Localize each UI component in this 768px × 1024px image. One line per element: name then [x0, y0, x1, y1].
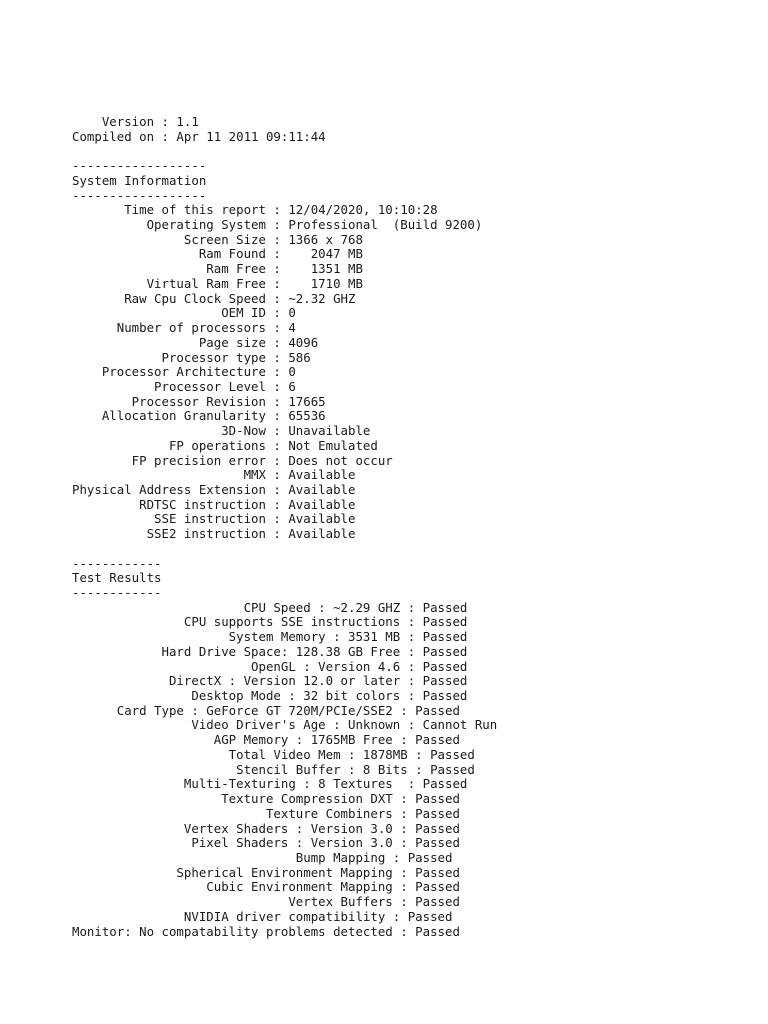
report-line: RDTSC instruction : Available [72, 496, 356, 512]
report-line: 3D-Now : Unavailable [72, 423, 371, 439]
report-line: ------------ [72, 585, 162, 600]
report-line: CPU Speed : ~2.29 GHZ : Passed [72, 599, 468, 615]
report-line: Texture Combiners : Passed [72, 805, 460, 821]
report-line: SSE instruction : Available [72, 511, 356, 527]
report-text [72, 115, 497, 939]
report-line: Monitor: No compatability problems detected : Passed [72, 923, 460, 939]
report-line: NVIDIA driver compatibility : Passed [72, 908, 453, 924]
report-line: DirectX : Version 12.0 or later : Passed [72, 673, 468, 689]
report-line: Compiled on : Apr 11 2011 09:11:44 [72, 128, 326, 144]
report-line [72, 542, 497, 557]
report-line: Video Driver's Age : Unknown : Cannot Run [72, 717, 498, 733]
report-line [72, 144, 497, 159]
report-line: Cubic Environment Mapping : Passed [72, 879, 460, 895]
report-line: Bump Mapping : Passed [72, 849, 453, 865]
report-line: Total Video Mem : 1878MB : Passed [72, 746, 475, 762]
report-line: Desktop Mode : 32 bit colors : Passed [72, 688, 468, 704]
report-line: Processor Level : 6 [72, 378, 296, 394]
report-line: Hard Drive Space: 128.38 GB Free : Passed [72, 643, 468, 659]
report-line: Stencil Buffer : 8 Bits : Passed [72, 761, 475, 777]
report-line: Ram Found : 2047 MB [72, 246, 363, 262]
report-line: Processor Revision : 17665 [72, 393, 326, 409]
report-line: System Information [72, 172, 207, 188]
report-line: ------------------ [72, 187, 207, 203]
report-line: ------------ [72, 555, 162, 571]
report-line: Number of processors : 4 [72, 320, 296, 336]
report-line: Page size : 4096 [72, 334, 319, 350]
report-line: Physical Address Extension : Available [72, 481, 356, 497]
report-line: Card Type : GeForce GT 720M/PCIe/SSE2 : Passed [72, 702, 460, 718]
report-line: Operating System : Professional (Build 9200) [72, 217, 483, 233]
report-line: Pixel Shaders : Version 3.0 : Passed [72, 835, 460, 851]
report-line: Version : 1.1 [72, 114, 199, 129]
report-line: Screen Size : 1366 x 768 [72, 231, 363, 247]
report-line: Virtual Ram Free : 1710 MB [72, 275, 363, 291]
report-line: Texture Compression DXT : Passed [72, 791, 460, 807]
report-line: Processor type : 586 [72, 349, 311, 365]
report-line: MMX : Available [72, 467, 356, 483]
report-line: Multi-Texturing : 8 Textures : Passed [72, 776, 468, 792]
report-line: ------------------ [72, 158, 207, 174]
report-line: CPU supports SSE instructions : Passed [72, 614, 468, 630]
report-line: Allocation Granularity : 65536 [72, 408, 326, 424]
report-line: SSE2 instruction : Available [72, 526, 356, 542]
report-line: FP precision error : Does not occur [72, 452, 393, 468]
report-line: OEM ID : 0 [72, 305, 296, 321]
report-line: Ram Free : 1351 MB [72, 261, 363, 277]
report-line: Raw Cpu Clock Speed : ~2.32 GHZ [72, 290, 356, 306]
report-line: Time of this report : 12/04/2020, 10:10:28 [72, 202, 438, 218]
report-line: FP operations : Not Emulated [72, 437, 378, 453]
report-line: Vertex Shaders : Version 3.0 : Passed [72, 820, 460, 836]
report-line: AGP Memory : 1765MB Free : Passed [72, 732, 460, 748]
report-line: Processor Architecture : 0 [72, 364, 296, 380]
report-line: Vertex Buffers : Passed [72, 894, 460, 910]
report-line: Spherical Environment Mapping : Passed [72, 864, 460, 880]
report-line: OpenGL : Version 4.6 : Passed [72, 658, 468, 674]
report-line: System Memory : 3531 MB : Passed [72, 629, 468, 645]
report-line: Test Results [72, 570, 162, 586]
